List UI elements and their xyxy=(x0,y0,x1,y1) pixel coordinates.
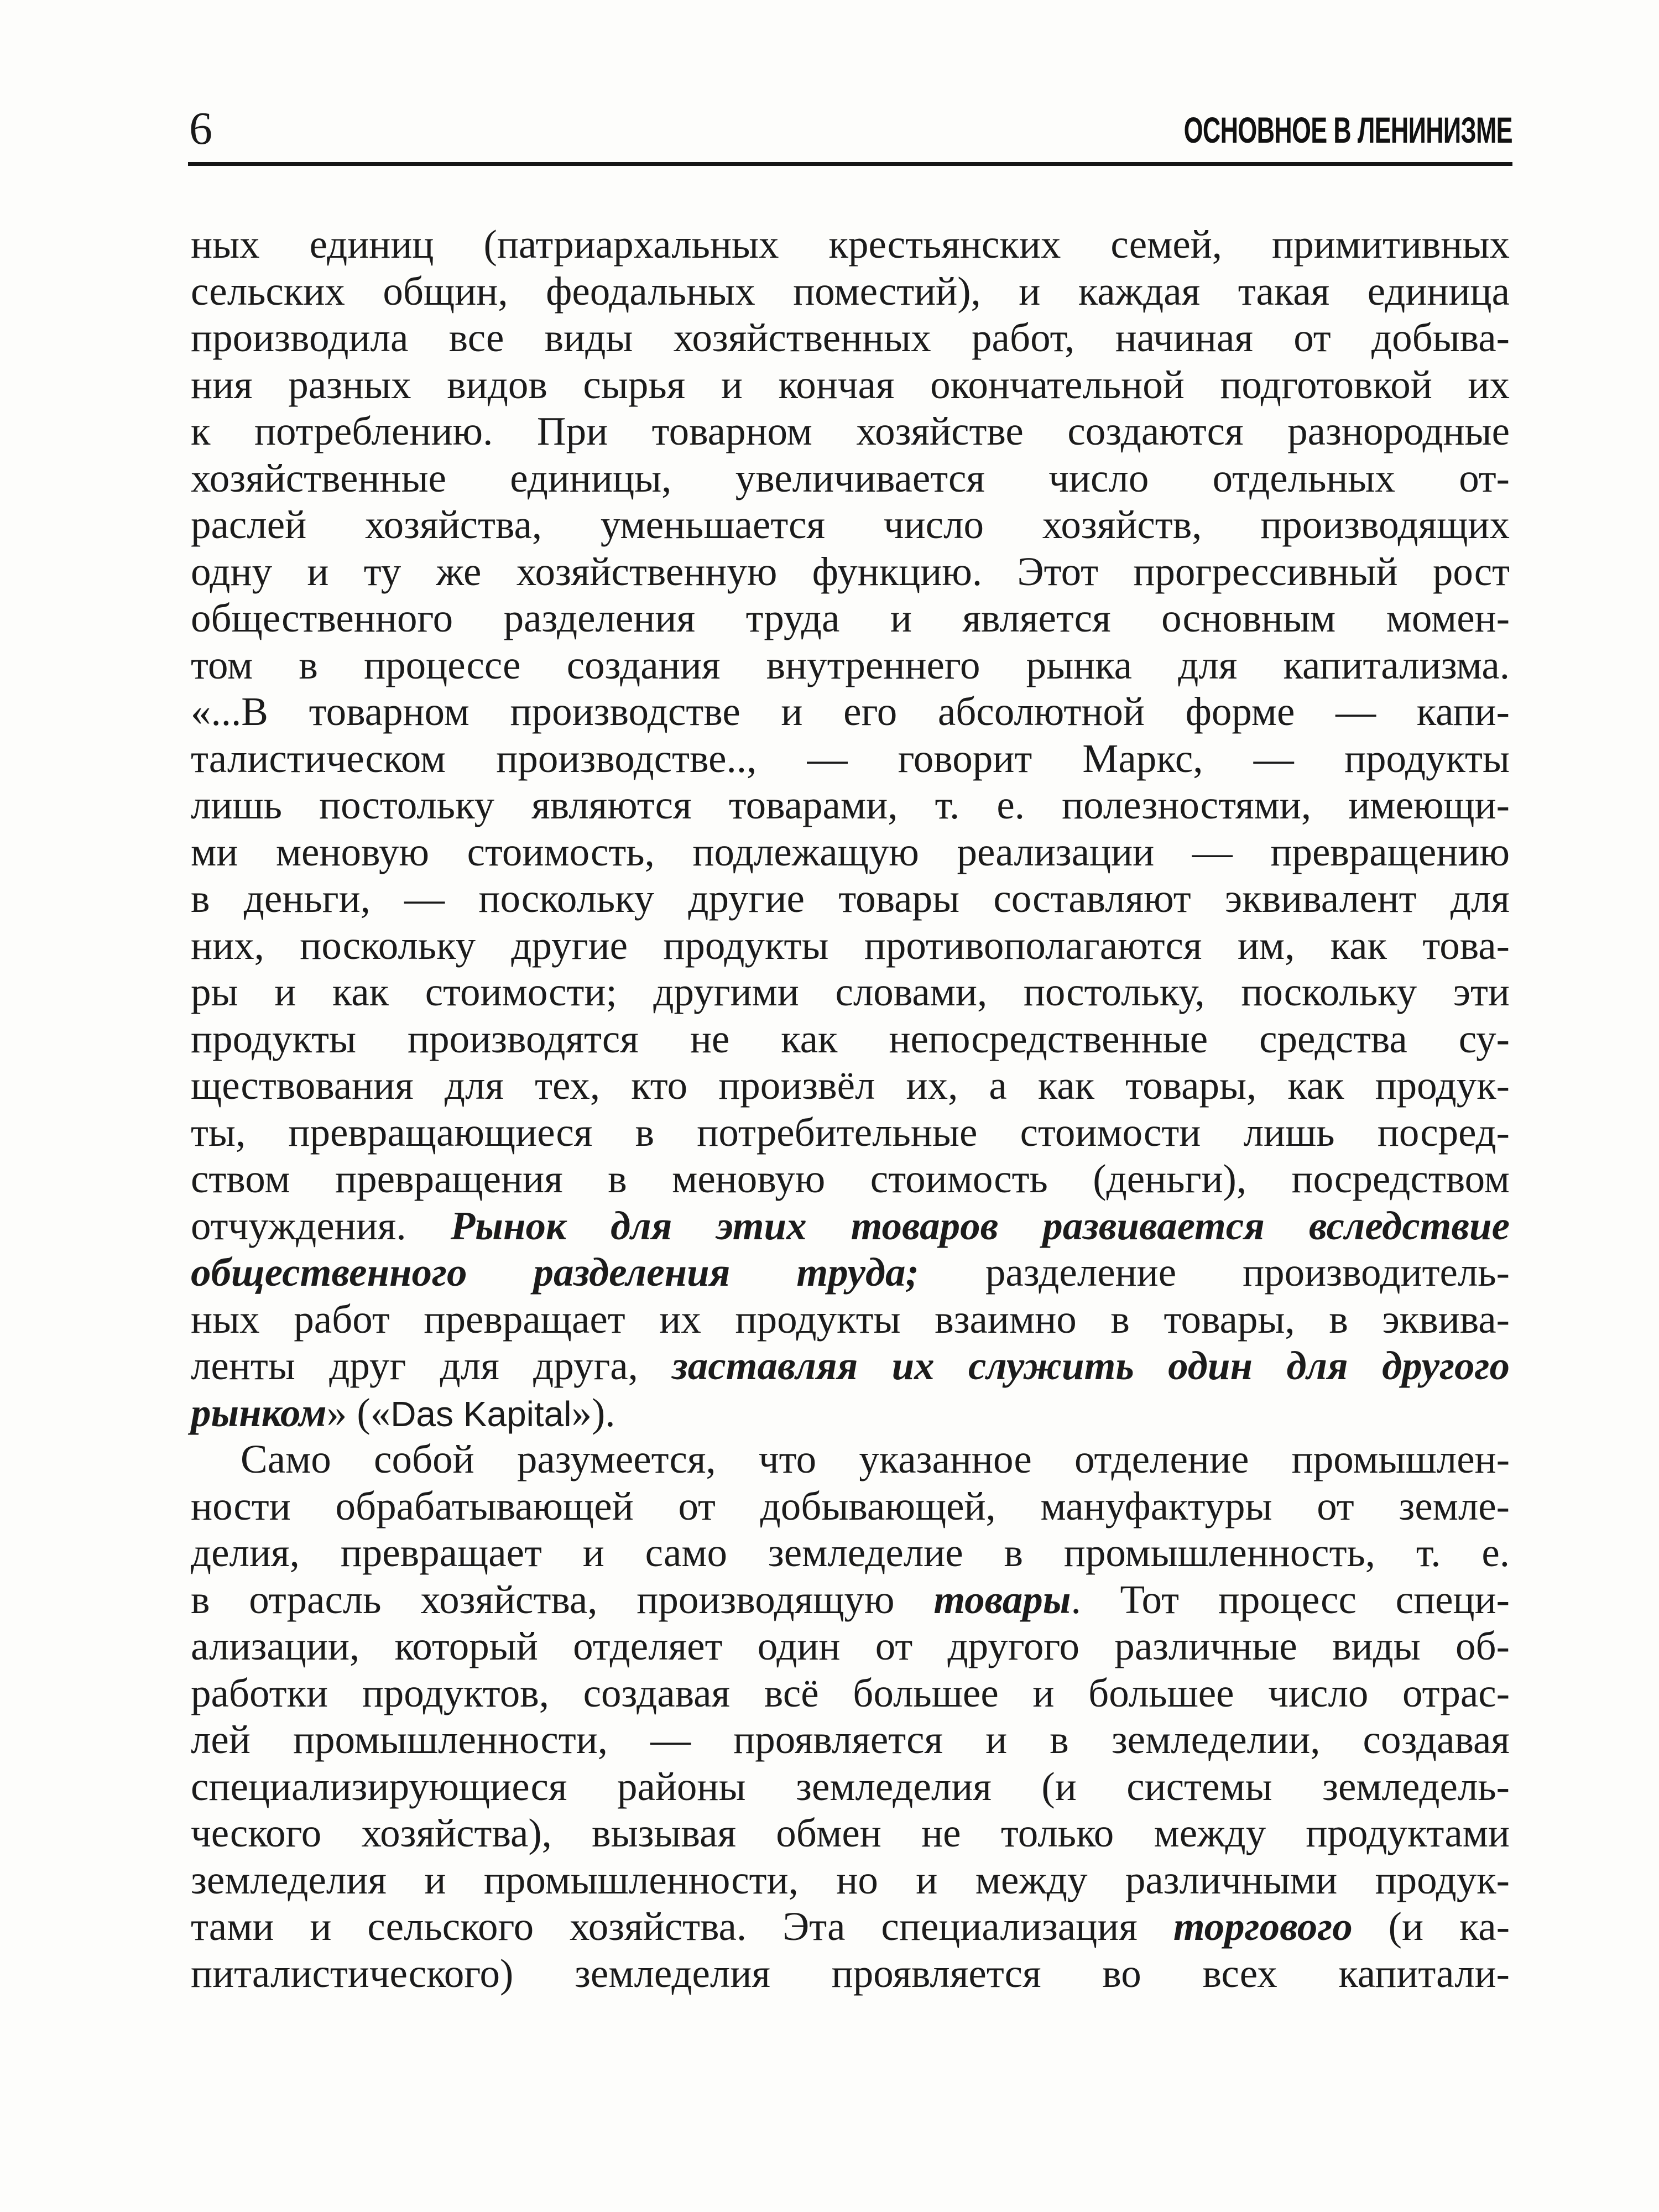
page-header xyxy=(188,97,1512,163)
emphasis-text: заставляя их служить один для другого xyxy=(672,1343,1510,1388)
text-line: делия, превращает и само земледелие в промышленность, т. е. xyxy=(191,1530,1510,1575)
text-line: рынком» («Das Kapital»). xyxy=(191,1390,615,1435)
text-line: в отрасль хозяйства, производящую товары. Тот процесс специ- xyxy=(191,1577,1510,1622)
latin-title: Das Kapital xyxy=(390,1394,572,1434)
text-line: специализирующиеся районы земледелия (и системы земледель- xyxy=(191,1764,1510,1809)
text-line: одну и ту же хозяйственную функцию. Этот прогрессивный рост xyxy=(191,549,1510,594)
text-line: к потреблению. При товарном хозяйстве создаются разнородные xyxy=(191,409,1510,453)
text-line: лишь постольку являются товарами, т. е. полезностями, имеющи- xyxy=(191,782,1510,827)
running-head: ОСНОВНОЕ В ЛЕНИНИЗМЕ xyxy=(1183,109,1512,150)
text-line: ности обрабатывающей от добывающей, мануфактуры от земле- xyxy=(191,1483,1510,1528)
text-line: производила все виды хозяйственных работ, начиная от добыва- xyxy=(191,315,1510,360)
header-rule xyxy=(188,162,1512,166)
text-line: ных единиц (патриархальных крестьянских семей, примитивных xyxy=(191,222,1510,267)
emphasis-text: рынком xyxy=(191,1390,327,1435)
text-line: лей промышленности, — проявляется и в земледелии, создавая xyxy=(191,1717,1510,1762)
text-line: питалистического) земледелия проявляется во всех капитали- xyxy=(191,1950,1510,1996)
text-line: общественного разделения труда; разделение производитель- xyxy=(191,1250,1510,1295)
text-line: хозяйственные единицы, увеличивается число отдельных от- xyxy=(191,455,1510,500)
text-line: ализации, который отделяет один от другого различные виды об- xyxy=(191,1624,1510,1668)
emphasis-text: Рынок для этих товаров развивается вследствие xyxy=(450,1203,1510,1248)
text-line: сельских общин, феодальных поместий), и каждая такая единица xyxy=(191,268,1510,314)
text-line: ленты друг для друга, заставляя их служить один для другого xyxy=(191,1343,1510,1388)
text-line: работки продуктов, создавая всё большее и большее число отрас- xyxy=(191,1670,1510,1715)
text-line: Само собой разумеется, что указанное отделение промышлен- xyxy=(241,1437,1510,1481)
emphasis-text: общественного разделения труда; xyxy=(191,1250,919,1295)
text-line: тами и сельского хозяйства. Эта специализация торгового (и ка- xyxy=(191,1904,1510,1949)
text-line: отчуждения. Рынок для этих товаров развивается вследствие xyxy=(191,1203,1510,1248)
body-text xyxy=(191,221,1510,1997)
emphasis-text: торгового xyxy=(1173,1904,1353,1949)
emphasis-text: товары xyxy=(933,1577,1071,1622)
text-line: в деньги, — поскольку другие товары составляют эквивалент для xyxy=(191,876,1510,921)
text-line: «...В товарном производстве и его абсолютной форме — капи- xyxy=(191,689,1510,734)
text-line: ния разных видов сырья и кончая окончательной подготовкой их xyxy=(191,362,1510,407)
text-line: них, поскольку другие продукты противополагаются им, как това- xyxy=(191,922,1510,968)
text-line: ческого хозяйства), вызывая обмен не только между продуктами xyxy=(191,1811,1510,1855)
text-line: ных работ превращает их продукты взаимно в товары, в эквива- xyxy=(191,1296,1510,1342)
text-line: земледелия и промышленности, но и между различными продук- xyxy=(191,1857,1510,1902)
text-line: талистическом производстве.., — говорит Маркс, — продукты xyxy=(191,735,1510,781)
text-line: раслей хозяйства, уменьшается число хозяйств, производящих xyxy=(191,502,1510,547)
text-line: ми меновую стоимость, подлежащую реализации — превращению xyxy=(191,829,1510,874)
text-line: ры и как стоимости; другими словами, постольку, поскольку эти xyxy=(191,969,1510,1014)
text-line: общественного разделения труда и является основным момен- xyxy=(191,596,1510,640)
text-line: продукты производятся не как непосредственные средства су- xyxy=(191,1016,1510,1061)
text-line: ществования для тех, кто произвёл их, а как товары, как продук- xyxy=(191,1063,1510,1108)
page-number: 6 xyxy=(189,103,212,154)
text-line: ством превращения в меновую стоимость (деньги), посредством xyxy=(191,1156,1510,1201)
text-line: ты, превращающиеся в потребительные стоимости лишь посред- xyxy=(191,1109,1510,1155)
text-line: том в процессе создания внутреннего рынка для капитализма. xyxy=(191,642,1510,687)
